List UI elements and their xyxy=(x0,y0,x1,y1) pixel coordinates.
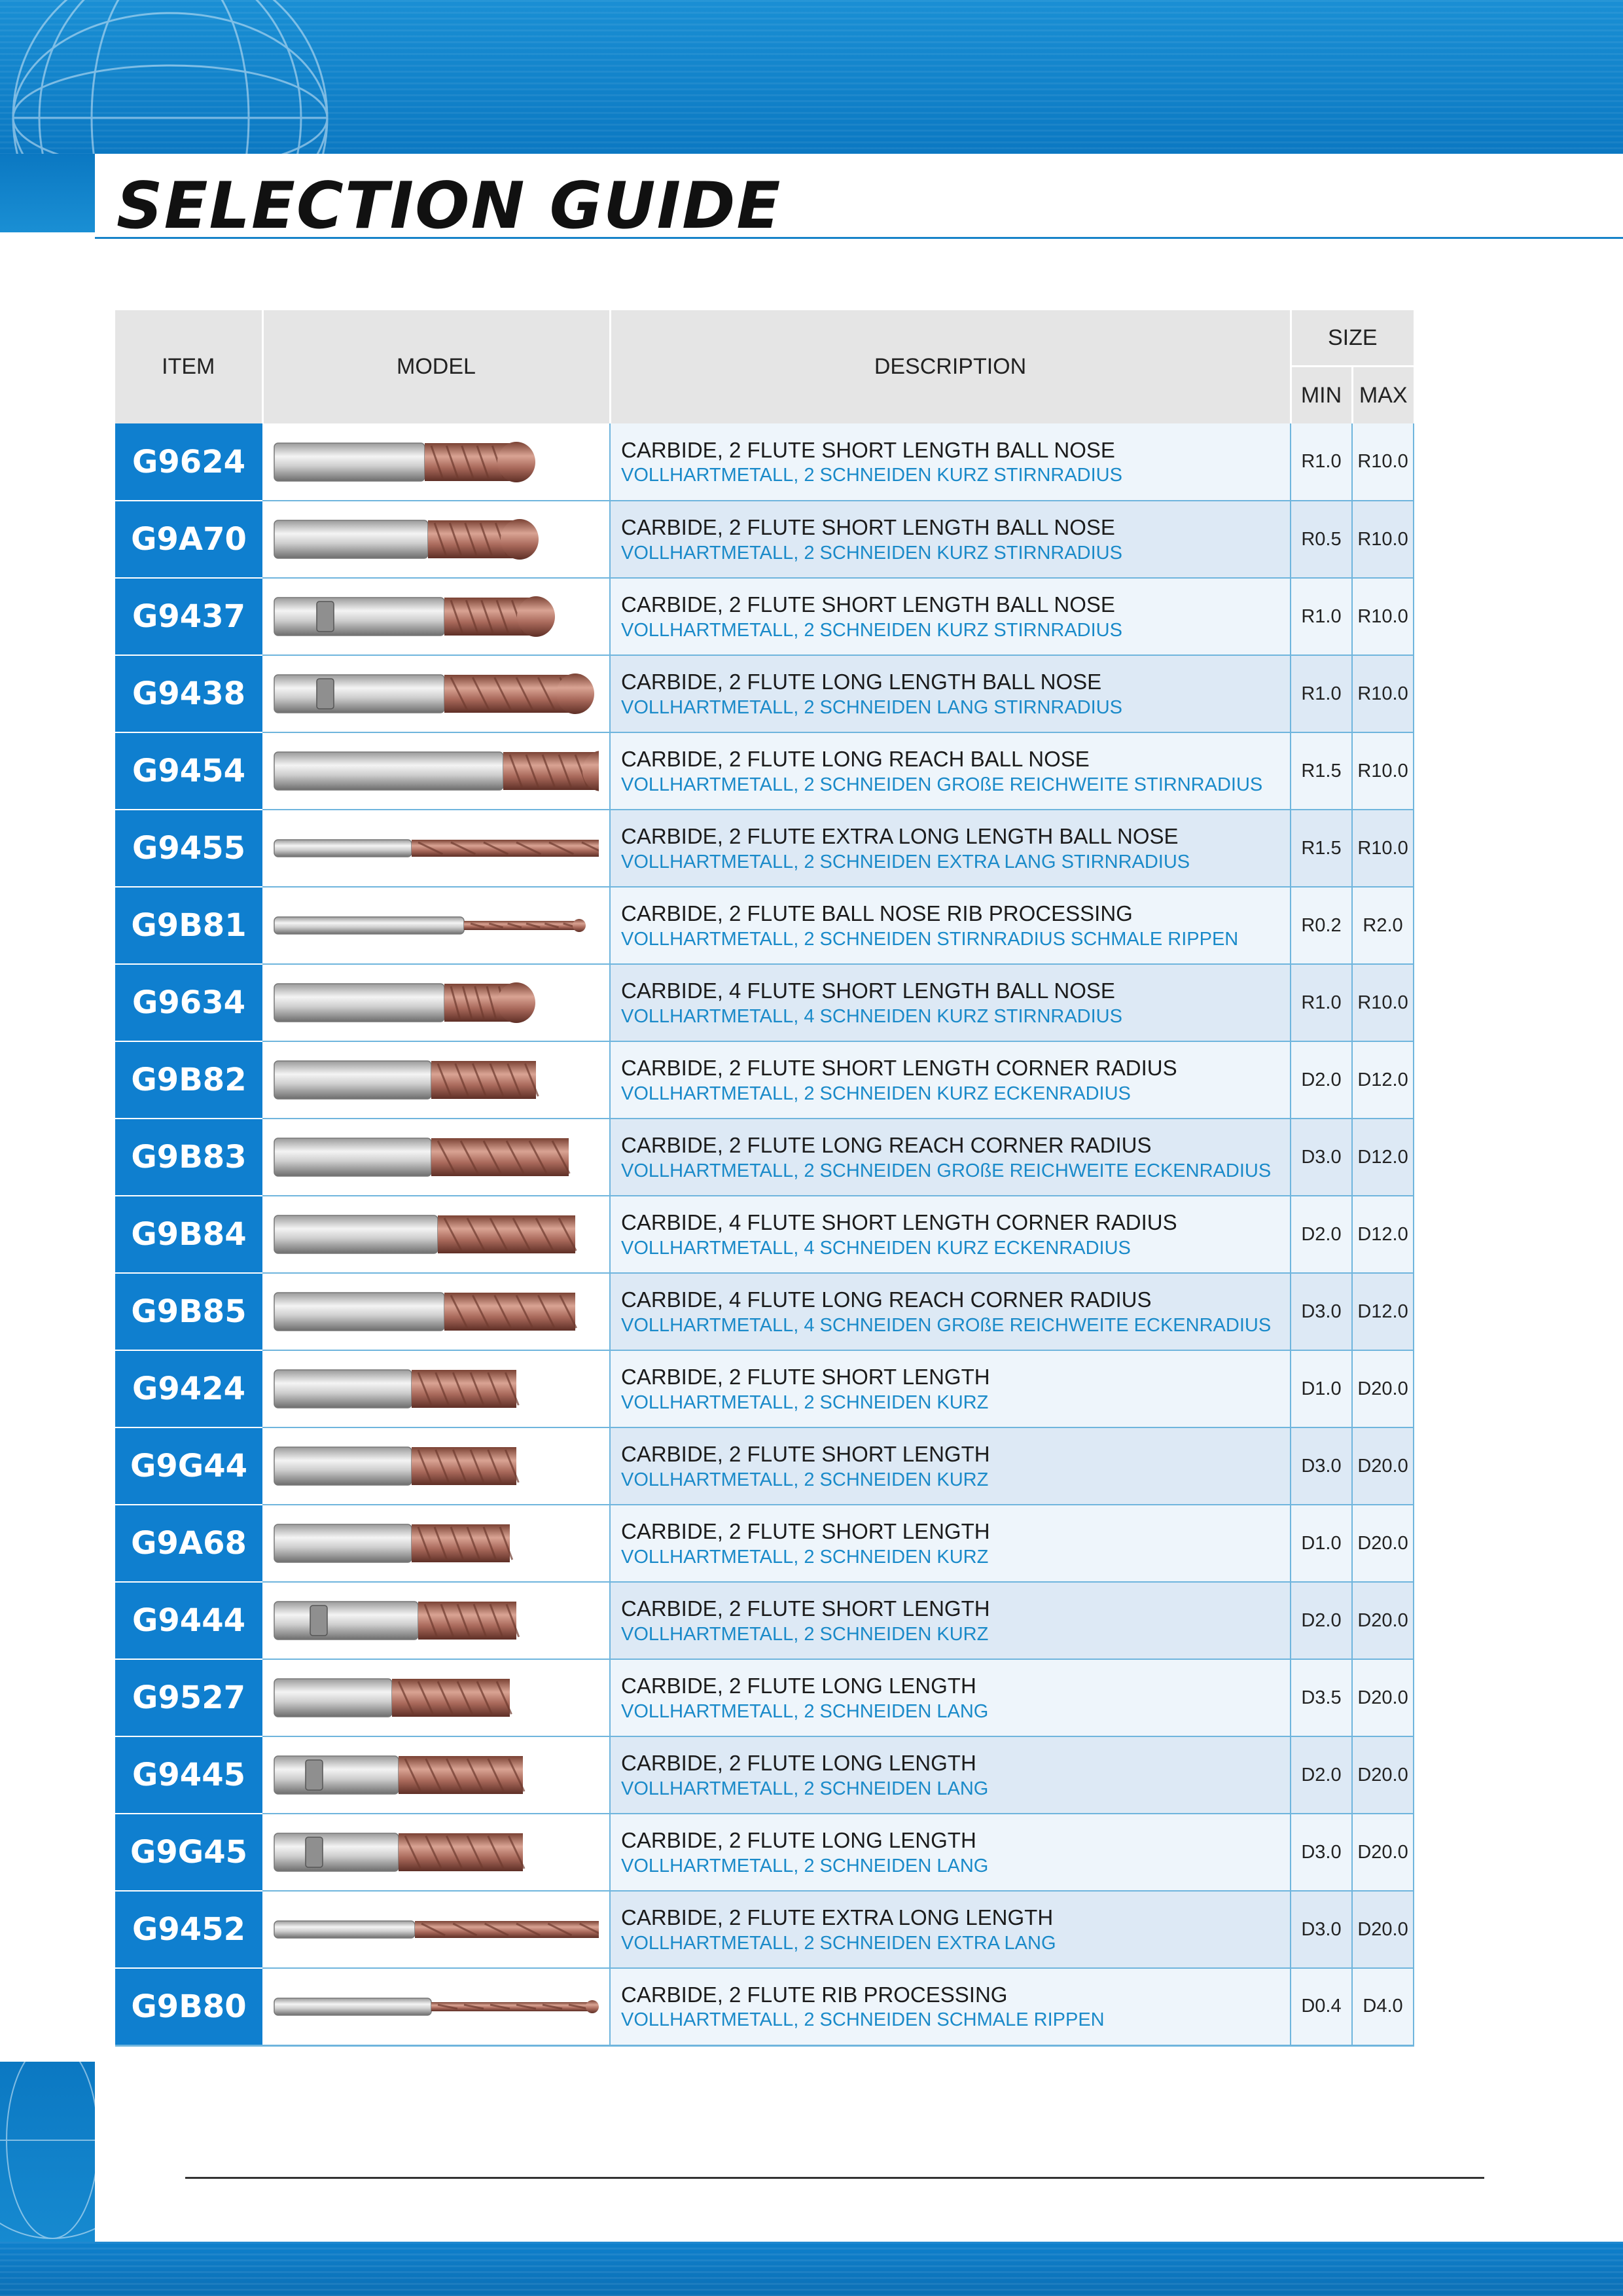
description-en: CARBIDE, 2 FLUTE SHORT LENGTH BALL NOSE xyxy=(621,515,1115,540)
description-cell xyxy=(610,810,1291,887)
size-min: R1.0 xyxy=(1291,964,1352,1041)
size-max: D20.0 xyxy=(1352,1736,1414,1814)
model-illustration xyxy=(262,1273,610,1350)
description-cell xyxy=(610,1968,1291,2045)
description-de: VOLLHARTMETALL, 4 SCHNEIDEN KURZ STIRNRADIUS xyxy=(621,1005,1122,1027)
ball-nose-end-mill-icon xyxy=(272,507,599,572)
model-illustration xyxy=(262,423,610,501)
header-left-strip xyxy=(0,154,95,232)
flat-end-mill-icon xyxy=(272,1897,599,1962)
item-code: G9A70 xyxy=(115,501,262,578)
description-de: VOLLHARTMETALL, 2 SCHNEIDEN LANG xyxy=(621,1778,989,1799)
description-cell xyxy=(610,1814,1291,1891)
size-min: D2.0 xyxy=(1291,1196,1352,1273)
item-code: G9B85 xyxy=(115,1273,262,1350)
size-max: R10.0 xyxy=(1352,655,1414,732)
description-cell xyxy=(610,1891,1291,1968)
item-code: G9B82 xyxy=(115,1041,262,1119)
header-description: DESCRIPTION xyxy=(610,310,1291,423)
size-max: D4.0 xyxy=(1352,1968,1414,2045)
table-row xyxy=(115,1659,1414,1736)
corner-radius-end-mill-icon xyxy=(272,1202,599,1267)
ball-nose-end-mill-icon xyxy=(272,970,599,1035)
rib-ball-nose-end-mill-icon xyxy=(272,893,599,958)
description-de: VOLLHARTMETALL, 2 SCHNEIDEN GROßE REICHWEITE ECKENRADIUS xyxy=(621,1160,1272,1181)
description-en: CARBIDE, 2 FLUTE SHORT LENGTH xyxy=(621,1365,990,1390)
header-banner xyxy=(0,0,1623,154)
size-min: D3.0 xyxy=(1291,1119,1352,1196)
table-row xyxy=(115,1582,1414,1659)
description-de: VOLLHARTMETALL, 2 SCHNEIDEN EXTRA LANG STIRNRADIUS xyxy=(621,851,1190,872)
size-max: D20.0 xyxy=(1352,1350,1414,1427)
ball-nose-end-mill-icon xyxy=(272,584,599,649)
size-min: R1.0 xyxy=(1291,423,1352,501)
description-cell xyxy=(610,1582,1291,1659)
description-en: CARBIDE, 2 FLUTE SHORT LENGTH xyxy=(621,1596,990,1621)
size-max: D12.0 xyxy=(1352,1273,1414,1350)
size-max: D20.0 xyxy=(1352,1659,1414,1736)
size-max: R10.0 xyxy=(1352,964,1414,1041)
model-illustration xyxy=(262,578,610,655)
model-illustration xyxy=(262,1041,610,1119)
item-code: G9438 xyxy=(115,655,262,732)
item-code: G9A68 xyxy=(115,1505,262,1582)
size-min: D1.0 xyxy=(1291,1350,1352,1427)
flat-end-mill-icon xyxy=(272,1356,599,1422)
description-de: VOLLHARTMETALL, 2 SCHNEIDEN KURZ STIRNRADIUS xyxy=(621,542,1122,564)
description-en: CARBIDE, 2 FLUTE LONG REACH CORNER RADIUS xyxy=(621,1133,1152,1158)
table-row xyxy=(115,423,1414,501)
description-cell xyxy=(610,501,1291,578)
description-de: VOLLHARTMETALL, 2 SCHNEIDEN KURZ STIRNRADIUS xyxy=(621,465,1122,486)
item-code: G9634 xyxy=(115,964,262,1041)
item-code: G9455 xyxy=(115,810,262,887)
table-row xyxy=(115,1350,1414,1427)
size-max: R10.0 xyxy=(1352,578,1414,655)
description-de: VOLLHARTMETALL, 2 SCHNEIDEN LANG xyxy=(621,1855,989,1876)
size-max: D20.0 xyxy=(1352,1814,1414,1891)
size-min: D3.0 xyxy=(1291,1273,1352,1350)
size-max: D20.0 xyxy=(1352,1427,1414,1505)
model-illustration xyxy=(262,1814,610,1891)
item-code: G9445 xyxy=(115,1736,262,1814)
size-min: D3.0 xyxy=(1291,1891,1352,1968)
description-cell xyxy=(610,732,1291,810)
description-en: CARBIDE, 2 FLUTE SHORT LENGTH BALL NOSE xyxy=(621,592,1115,617)
table-row xyxy=(115,964,1414,1041)
item-code: G9452 xyxy=(115,1891,262,1968)
description-cell xyxy=(610,655,1291,732)
description-de: VOLLHARTMETALL, 4 SCHNEIDEN GROßE REICHWEITE ECKENRADIUS xyxy=(621,1314,1272,1336)
size-min: R1.0 xyxy=(1291,578,1352,655)
description-cell xyxy=(610,887,1291,964)
table-row xyxy=(115,501,1414,578)
item-code: G9437 xyxy=(115,578,262,655)
flat-end-mill-icon xyxy=(272,1820,599,1885)
description-en: CARBIDE, 2 FLUTE SHORT LENGTH xyxy=(621,1442,990,1467)
size-min: D2.0 xyxy=(1291,1582,1352,1659)
size-max: R10.0 xyxy=(1352,423,1414,501)
size-min: D0.4 xyxy=(1291,1968,1352,2045)
model-illustration xyxy=(262,964,610,1041)
description-en: CARBIDE, 4 FLUTE SHORT LENGTH CORNER RADIUS xyxy=(621,1210,1177,1235)
size-min: R1.5 xyxy=(1291,810,1352,887)
description-en: CARBIDE, 2 FLUTE EXTRA LONG LENGTH BALL NOSE xyxy=(621,824,1179,849)
header-size: SIZE xyxy=(1291,310,1414,367)
model-illustration xyxy=(262,1350,610,1427)
description-de: VOLLHARTMETALL, 4 SCHNEIDEN KURZ ECKENRADIUS xyxy=(621,1237,1131,1259)
item-code: G9454 xyxy=(115,732,262,810)
description-cell xyxy=(610,964,1291,1041)
description-en: CARBIDE, 2 FLUTE LONG REACH BALL NOSE xyxy=(621,747,1090,772)
size-min: D2.0 xyxy=(1291,1736,1352,1814)
corner-radius-end-mill-icon xyxy=(272,1047,599,1113)
description-en: CARBIDE, 2 FLUTE EXTRA LONG LENGTH xyxy=(621,1905,1054,1930)
description-de: VOLLHARTMETALL, 2 SCHNEIDEN STIRNRADIUS SCHMALE RIPPEN xyxy=(621,928,1239,950)
table-row xyxy=(115,1273,1414,1350)
description-en: CARBIDE, 2 FLUTE LONG LENGTH xyxy=(621,1674,976,1698)
description-en: CARBIDE, 2 FLUTE SHORT LENGTH BALL NOSE xyxy=(621,437,1115,462)
table-row xyxy=(115,732,1414,810)
description-cell xyxy=(610,1659,1291,1736)
header-max: MAX xyxy=(1352,367,1414,424)
item-code: G9624 xyxy=(115,423,262,501)
model-illustration xyxy=(262,1505,610,1582)
description-cell xyxy=(610,1119,1291,1196)
description-cell xyxy=(610,1350,1291,1427)
model-illustration xyxy=(262,1736,610,1814)
header-min: MIN xyxy=(1291,367,1352,424)
model-illustration xyxy=(262,887,610,964)
model-illustration xyxy=(262,1968,610,2045)
flat-end-mill-icon xyxy=(272,1742,599,1808)
size-min: D2.0 xyxy=(1291,1041,1352,1119)
table-row xyxy=(115,1041,1414,1119)
flat-end-mill-icon xyxy=(272,1588,599,1653)
size-max: R10.0 xyxy=(1352,732,1414,810)
table-row xyxy=(115,810,1414,887)
globe-icon xyxy=(0,0,380,154)
flat-end-mill-icon xyxy=(272,1665,599,1731)
item-code: G9G45 xyxy=(115,1814,262,1891)
table-row xyxy=(115,578,1414,655)
description-cell xyxy=(610,423,1291,501)
description-en: CARBIDE, 2 FLUTE SHORT LENGTH CORNER RADIUS xyxy=(621,1056,1177,1081)
model-illustration xyxy=(262,655,610,732)
size-max: R2.0 xyxy=(1352,887,1414,964)
size-min: R0.5 xyxy=(1291,501,1352,578)
description-cell xyxy=(610,1427,1291,1505)
description-cell xyxy=(610,1505,1291,1582)
size-min: D1.0 xyxy=(1291,1505,1352,1582)
size-max: D12.0 xyxy=(1352,1119,1414,1196)
table-row xyxy=(115,1814,1414,1891)
description-de: VOLLHARTMETALL, 2 SCHNEIDEN KURZ ECKENRADIUS xyxy=(621,1083,1131,1104)
table-row xyxy=(115,1736,1414,1814)
size-min: R1.0 xyxy=(1291,655,1352,732)
model-illustration xyxy=(262,1891,610,1968)
description-de: VOLLHARTMETALL, 2 SCHNEIDEN KURZ xyxy=(621,1469,989,1490)
model-illustration xyxy=(262,501,610,578)
size-max: D20.0 xyxy=(1352,1891,1414,1968)
rib-end-mill-icon xyxy=(272,1974,599,2039)
size-min: D3.5 xyxy=(1291,1659,1352,1736)
description-de: VOLLHARTMETALL, 2 SCHNEIDEN KURZ xyxy=(621,1546,989,1568)
model-illustration xyxy=(262,1427,610,1505)
description-en: CARBIDE, 4 FLUTE LONG REACH CORNER RADIUS xyxy=(621,1287,1152,1312)
size-max: D20.0 xyxy=(1352,1505,1414,1582)
item-code: G9B81 xyxy=(115,887,262,964)
item-code: G9444 xyxy=(115,1582,262,1659)
model-illustration xyxy=(262,810,610,887)
model-illustration xyxy=(262,1196,610,1273)
flat-end-mill-icon xyxy=(272,1433,599,1499)
description-en: CARBIDE, 2 FLUTE SHORT LENGTH xyxy=(621,1519,990,1544)
description-de: VOLLHARTMETALL, 2 SCHNEIDEN LANG STIRNRADIUS xyxy=(621,696,1122,718)
size-max: D12.0 xyxy=(1352,1196,1414,1273)
table-row xyxy=(115,1119,1414,1196)
size-min: D3.0 xyxy=(1291,1814,1352,1891)
model-illustration xyxy=(262,1119,610,1196)
description-en: CARBIDE, 2 FLUTE LONG LENGTH xyxy=(621,1828,976,1853)
ball-nose-end-mill-icon xyxy=(272,429,599,495)
description-en: CARBIDE, 2 FLUTE RIB PROCESSING xyxy=(621,1982,1008,2007)
size-min: R1.5 xyxy=(1291,732,1352,810)
footer-banner xyxy=(0,2242,1623,2296)
size-min: D3.0 xyxy=(1291,1427,1352,1505)
model-illustration xyxy=(262,732,610,810)
description-de: VOLLHARTMETALL, 2 SCHNEIDEN EXTRA LANG xyxy=(621,1932,1056,1954)
footer-panel xyxy=(95,2062,1623,2242)
item-code: G9424 xyxy=(115,1350,262,1427)
description-cell xyxy=(610,578,1291,655)
description-de: VOLLHARTMETALL, 2 SCHNEIDEN KURZ xyxy=(621,1391,989,1413)
selection-table xyxy=(115,310,1414,2047)
table-row xyxy=(115,1196,1414,1273)
ball-nose-end-mill-icon xyxy=(272,661,599,726)
page-title: SELECTION GUIDE xyxy=(116,169,782,243)
item-code: G9B84 xyxy=(115,1196,262,1273)
table-row xyxy=(115,655,1414,732)
description-en: CARBIDE, 2 FLUTE LONG LENGTH xyxy=(621,1751,976,1776)
description-en: CARBIDE, 2 FLUTE BALL NOSE RIB PROCESSING xyxy=(621,901,1133,926)
description-de: VOLLHARTMETALL, 2 SCHNEIDEN SCHMALE RIPPEN xyxy=(621,2009,1105,2031)
item-code: G9527 xyxy=(115,1659,262,1736)
description-cell xyxy=(610,1041,1291,1119)
size-max: R10.0 xyxy=(1352,501,1414,578)
item-code: G9B83 xyxy=(115,1119,262,1196)
size-max: D20.0 xyxy=(1352,1582,1414,1659)
table-row xyxy=(115,1968,1414,2045)
header-item: ITEM xyxy=(115,310,262,423)
description-de: VOLLHARTMETALL, 2 SCHNEIDEN LANG xyxy=(621,1700,989,1722)
table-row xyxy=(115,1891,1414,1968)
size-max: D12.0 xyxy=(1352,1041,1414,1119)
size-min: R0.2 xyxy=(1291,887,1352,964)
table-row xyxy=(115,1505,1414,1582)
description-de: VOLLHARTMETALL, 2 SCHNEIDEN GROßE REICHWEITE STIRNRADIUS xyxy=(621,774,1263,795)
corner-radius-end-mill-icon xyxy=(272,1124,599,1190)
ball-nose-end-mill-icon xyxy=(272,816,599,881)
description-en: CARBIDE, 4 FLUTE SHORT LENGTH BALL NOSE xyxy=(621,978,1115,1003)
model-illustration xyxy=(262,1582,610,1659)
description-cell xyxy=(610,1736,1291,1814)
description-de: VOLLHARTMETALL, 2 SCHNEIDEN KURZ STIRNRADIUS xyxy=(621,619,1122,641)
flat-end-mill-icon xyxy=(272,1511,599,1576)
description-de: VOLLHARTMETALL, 2 SCHNEIDEN KURZ xyxy=(621,1623,989,1645)
description-cell xyxy=(610,1196,1291,1273)
description-en: CARBIDE, 2 FLUTE LONG LENGTH BALL NOSE xyxy=(621,670,1102,694)
description-cell xyxy=(610,1273,1291,1350)
item-code: G9B80 xyxy=(115,1968,262,2045)
table-row xyxy=(115,1427,1414,1505)
size-max: R10.0 xyxy=(1352,810,1414,887)
footer-rule xyxy=(185,2177,1484,2179)
table-row xyxy=(115,887,1414,964)
model-illustration xyxy=(262,1659,610,1736)
header-model: MODEL xyxy=(262,310,610,423)
item-code: G9G44 xyxy=(115,1427,262,1505)
ball-nose-end-mill-icon xyxy=(272,738,599,804)
corner-radius-end-mill-icon xyxy=(272,1279,599,1344)
